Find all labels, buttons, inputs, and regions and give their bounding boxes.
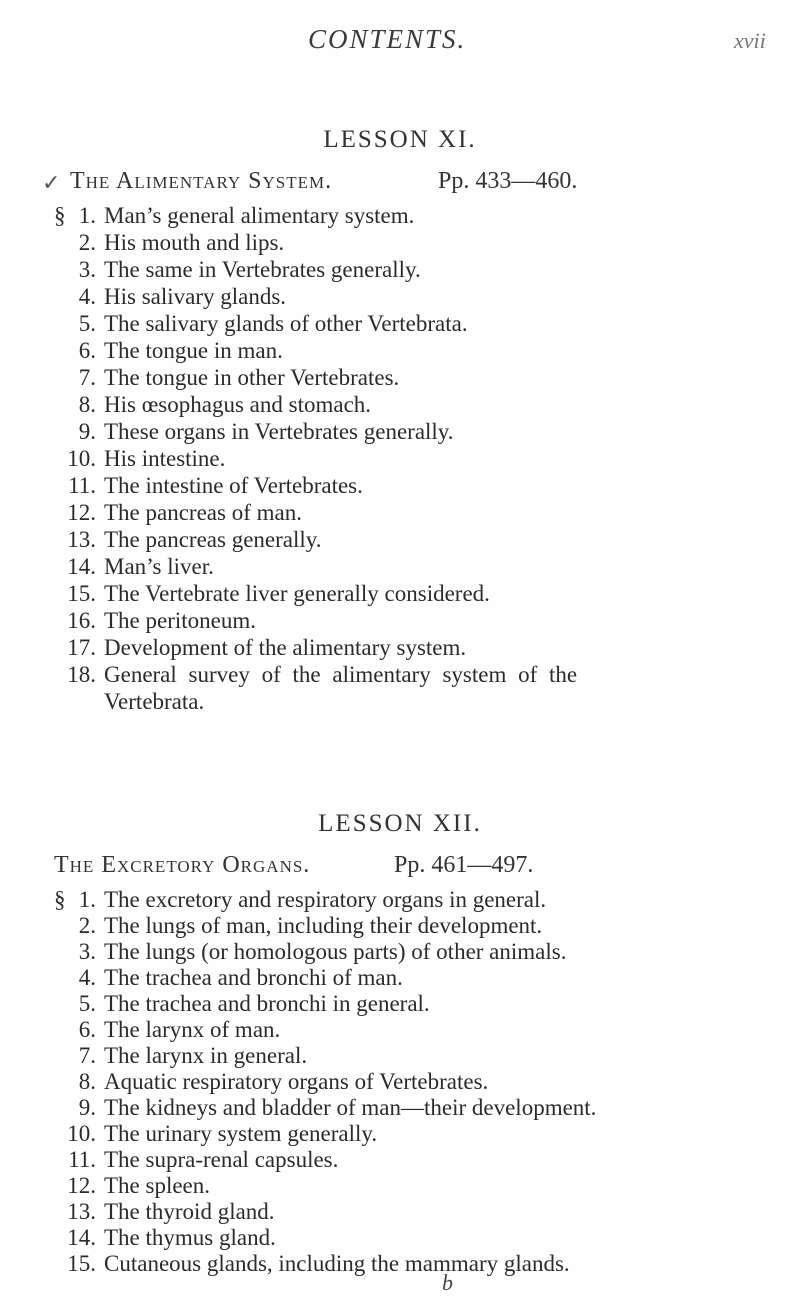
item-text: His œsophagus and stomach. xyxy=(104,392,372,417)
lesson-11-subject: The Alimentary System. xyxy=(70,168,333,194)
item-number: 14. xyxy=(67,554,96,579)
item-text: Man’s liver. xyxy=(104,554,214,579)
item-number: 14. xyxy=(67,1225,96,1250)
item-number: 6. xyxy=(78,338,96,363)
item-text: Aquatic respiratory organs of Vertebrates. xyxy=(104,1069,489,1094)
item-text: The lungs (or homologous parts) of other animals. xyxy=(104,939,567,964)
item-number: 5. xyxy=(78,991,96,1016)
item-text: The spleen. xyxy=(104,1173,211,1198)
item-number: 7. xyxy=(78,1043,96,1068)
item-text: Man’s general alimentary system. xyxy=(104,203,415,228)
lesson-11-heading: LESSON XI. xyxy=(323,126,477,153)
item-text: The same in Vertebrates generally. xyxy=(104,257,421,282)
item-number: 10. xyxy=(67,446,96,471)
item-text: The trachea and bronchi in general. xyxy=(104,991,430,1016)
lesson-11-title xyxy=(0,168,800,204)
item-text: The kidneys and bladder of man—their development. xyxy=(104,1095,597,1120)
item-text: The supra-renal capsules. xyxy=(104,1147,339,1172)
lesson-12-title xyxy=(0,852,800,888)
item-text: The urinary system generally. xyxy=(104,1121,378,1146)
item-text: The excretory and respiratory organs in general. xyxy=(104,887,547,912)
signature-mark: b xyxy=(442,1270,453,1295)
item-text: The tongue in man. xyxy=(104,338,283,363)
lesson-12-pages: Pp. 461—497. xyxy=(394,852,534,878)
item-text: The larynx of man. xyxy=(104,1017,281,1042)
item-number: 3. xyxy=(78,257,96,282)
item-number: 12. xyxy=(67,500,96,525)
item-text: The Vertebrate liver generally considered. xyxy=(104,581,490,606)
item-text: The intestine of Vertebrates. xyxy=(104,473,363,498)
item-number: 2. xyxy=(78,230,96,255)
item-number: 15. xyxy=(67,1251,96,1276)
item-number: 13. xyxy=(67,527,96,552)
item-number: 18. xyxy=(67,662,96,687)
item-number: 1. xyxy=(78,887,96,912)
lesson-12-heading: LESSON XII. xyxy=(318,810,482,837)
item-text: The lungs of man, including their development. xyxy=(104,913,543,938)
item-number: 10. xyxy=(67,1121,96,1146)
item-number: 12. xyxy=(67,1173,96,1198)
item-text: His intestine. xyxy=(104,446,226,471)
section-sign: § xyxy=(54,887,66,912)
page-number: xvii xyxy=(734,28,766,53)
item-number: 15. xyxy=(67,581,96,606)
item-text: His mouth and lips. xyxy=(104,230,285,255)
item-number: 16. xyxy=(67,608,96,633)
item-text: The pancreas generally. xyxy=(104,527,322,552)
item-number: 2. xyxy=(78,913,96,938)
item-number: 8. xyxy=(78,392,96,417)
item-text: The larynx in general. xyxy=(104,1043,308,1068)
lesson-11-pages: Pp. 433—460. xyxy=(438,168,578,194)
item-text: The tongue in other Vertebrates. xyxy=(104,365,400,390)
section-sign: § xyxy=(54,203,66,228)
check-mark-icon: ✓ xyxy=(42,170,61,195)
item-number: 4. xyxy=(78,284,96,309)
item-number: 8. xyxy=(78,1069,96,1094)
item-number: 3. xyxy=(78,939,96,964)
item-number: 7. xyxy=(78,365,96,390)
item-number: 4. xyxy=(78,965,96,990)
item-number: 9. xyxy=(78,1095,96,1120)
item-text: These organs in Vertebrates generally. xyxy=(104,419,454,444)
item-number: 17. xyxy=(67,635,96,660)
lesson-12-subject: The Excretory Organs. xyxy=(54,852,311,878)
item-text: Development of the alimentary system. xyxy=(104,635,467,660)
running-title: CONTENTS. xyxy=(308,24,467,54)
item-text: The peritoneum. xyxy=(104,608,257,633)
item-number: 5. xyxy=(78,311,96,336)
item-text: The thymus gland. xyxy=(104,1225,276,1250)
item-number: 13. xyxy=(67,1199,96,1224)
item-number: 11. xyxy=(68,473,96,498)
running-head xyxy=(0,24,800,64)
item-text: The thyroid gland. xyxy=(104,1199,275,1224)
item-number: 9. xyxy=(78,419,96,444)
item-number: 11. xyxy=(68,1147,96,1172)
item-number: 1. xyxy=(78,203,96,228)
item-text: His salivary glands. xyxy=(104,284,287,309)
item-text: General survey of the alimentary system of the xyxy=(104,662,578,687)
item-text: The pancreas of man. xyxy=(104,500,302,525)
item-text: The salivary glands of other Vertebrata. xyxy=(104,311,468,336)
item-text-continuation: Vertebrata. xyxy=(104,689,205,714)
item-text: The trachea and bronchi of man. xyxy=(104,965,403,990)
item-number: 6. xyxy=(78,1017,96,1042)
item-text: Cutaneous glands, including the mammary glands. xyxy=(104,1251,570,1276)
